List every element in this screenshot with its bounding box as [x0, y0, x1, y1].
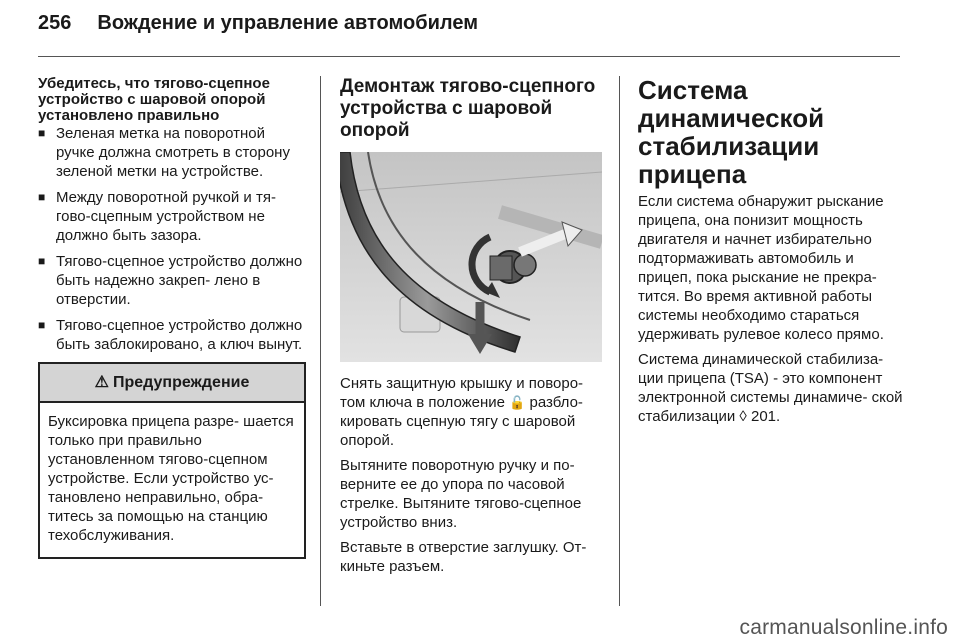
list-item: ■ Зеленая метка на поворотной ручке должна смотреть в сторону зеленой метки на устройстве. [38, 124, 306, 181]
section-heading: Демонтаж тягово-сцепного устройства с шаровой опорой [340, 76, 596, 141]
section-heading: Система динамической стабилизации прицепа [638, 75, 825, 189]
list-item: ■ Между поворотной ручкой и тя- гово-сцепным устройством не должно быть зазора. [38, 188, 306, 245]
body-paragraph: Система динамической стабилиза- ции прицепа (TSA) - это компонент электронной системы динамиче- ской стабилизации ◊ 201. [638, 351, 903, 425]
list-item: ■ Тягово-сцепное устройство должно быть надежно закреп- лено в отверстии. [38, 252, 306, 309]
page-header [38, 12, 478, 35]
unlock-icon: 🔓 [509, 395, 526, 410]
column-3 [638, 76, 906, 432]
column-divider-1 [320, 76, 321, 606]
page-number: 256 [38, 12, 72, 34]
instruction-paragraph: Вставьте в отверстие заглушку. От- киньте разъем. [340, 539, 587, 575]
checklist [38, 124, 306, 354]
body-paragraph: Если система обнаружит рыскание прицепа, она понизит мощность двигателя и начнет избирательно подтормаживать автомобиль и прицеп, пока рыскание не прекра- тится. Во время активной работы системы необходимо стараться удерживать рулевое колесо прямо. [638, 193, 884, 343]
warning-triangle-icon: ⚠ [94, 374, 109, 391]
watermark: carmanualsonline.info [739, 616, 948, 639]
warning-text: Буксировка прицепа разре- шается только при правильно установленном тягово-сцепном устройстве. Если устройство ус- тановлено неправильно, обра- титесь за помощью на станцию техобслуживания. [48, 413, 294, 544]
section-subtitle: Убедитесь, что тягово-сцепное устройство с шаровой опорой установлено правильно [38, 75, 270, 124]
page-reference-link[interactable]: 201. [750, 408, 781, 425]
instruction-paragraph: Снять защитную крышку и поворо- том ключа в положение 🔓 разбло- кировать сцепную тягу с шаровой опорой. [340, 375, 584, 449]
column-2 [340, 76, 608, 582]
warning-box [38, 362, 306, 559]
column-1 [38, 76, 306, 559]
header-divider [38, 56, 900, 57]
column-divider-2 [619, 76, 620, 606]
page-title: Вождение и управление автомобилем [97, 12, 478, 34]
page-reference-icon: ◊ [739, 408, 747, 425]
warning-header [40, 364, 304, 403]
list-item: ■ Тягово-сцепное устройство должно быть заблокировано, а ключ вынут. [38, 316, 306, 354]
tow-bar-removal-illustration [340, 152, 602, 362]
instruction-paragraph: Вытяните поворотную ручку и по- верните ее до упора по часовой стрелке. Вытяните тягово-сцепное устройство вниз. [340, 457, 582, 531]
warning-title: Предупреждение [113, 374, 250, 391]
